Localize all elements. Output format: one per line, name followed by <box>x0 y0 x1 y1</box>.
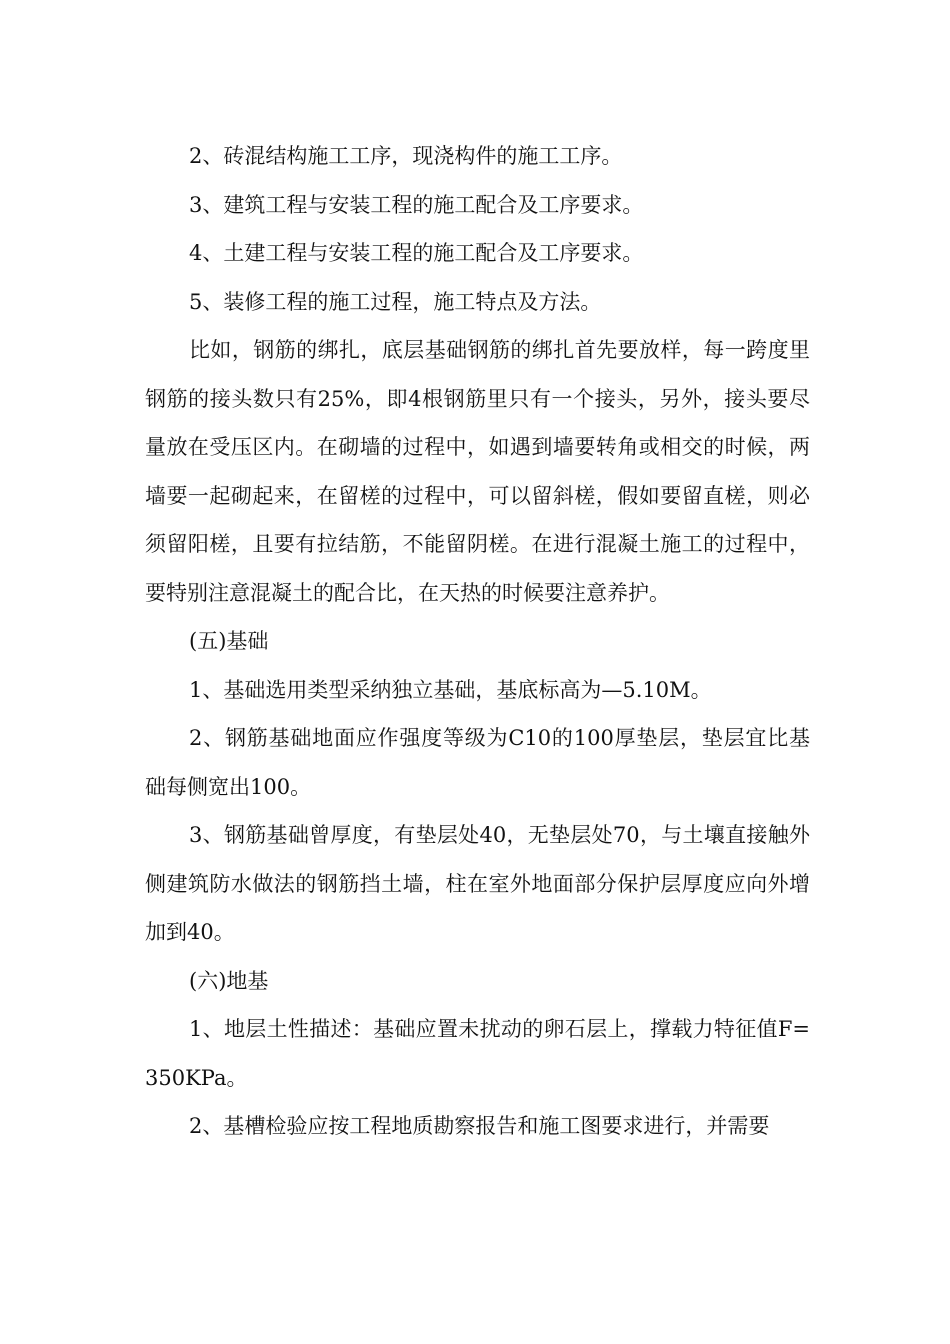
foundation-item-3: 3、钢筋基础曾厚度，有垫层处40，无垫层处70，与土壤直接触外侧建筑防水做法的钢筋挡土墙，柱在室外地面部分保护层厚度应向外增加到40。 <box>145 823 810 944</box>
foundation-item-2: 2、钢筋基础地面应作强度等级为C10的100厚垫层，垫层宜比基础每侧宽出100。 <box>145 726 810 799</box>
subgrade-item-1: 1、地层土性描述：基础应置未扰动的卵石层上，撑载力特征值F=350KPa。 <box>145 1017 810 1090</box>
list-item-building-installation: 3、建筑工程与安装工程的施工配合及工序要求。 <box>189 192 644 217</box>
foundation-item-1: 1、基础选用类型采纳独立基础，基底标高为—5.10M。 <box>189 677 712 702</box>
section-heading-subgrade: (六)地基 <box>189 968 269 993</box>
document-body <box>145 132 810 1151</box>
list-item-masonry-sequence: 2、砖混结构施工工序，现浇构件的施工工序。 <box>189 144 623 168</box>
subgrade-item-2: 2、基槽检验应按工程地质勘察报告和施工图要求进行，并需要 <box>189 1114 770 1138</box>
example-paragraph: 比如，钢筋的绑扎，底层基础钢筋的绑扎首先要放样，每一跨度里钢筋的接头数只有25%，即4根钢筋里只有一个接头，另外，接头要尽量放在受压区内。在砌墙的过程中，如遇到墙要转角或相交的时候，两墙要一起砌起来，在留槎的过程中，可以留斜槎，假如要留直槎，则必须留阳槎，且要有拉结筋，不能留阴槎。在进行混凝土施工的过程中，要特别注意混凝土的配合比，在天热的时候要注意养护。 <box>145 338 810 605</box>
section-heading-foundation: (五)基础 <box>189 629 269 653</box>
list-item-civil-installation: 4、土建工程与安装工程的施工配合及工序要求。 <box>189 241 644 265</box>
list-item-decoration: 5、装修工程的施工过程，施工特点及方法。 <box>189 289 602 314</box>
